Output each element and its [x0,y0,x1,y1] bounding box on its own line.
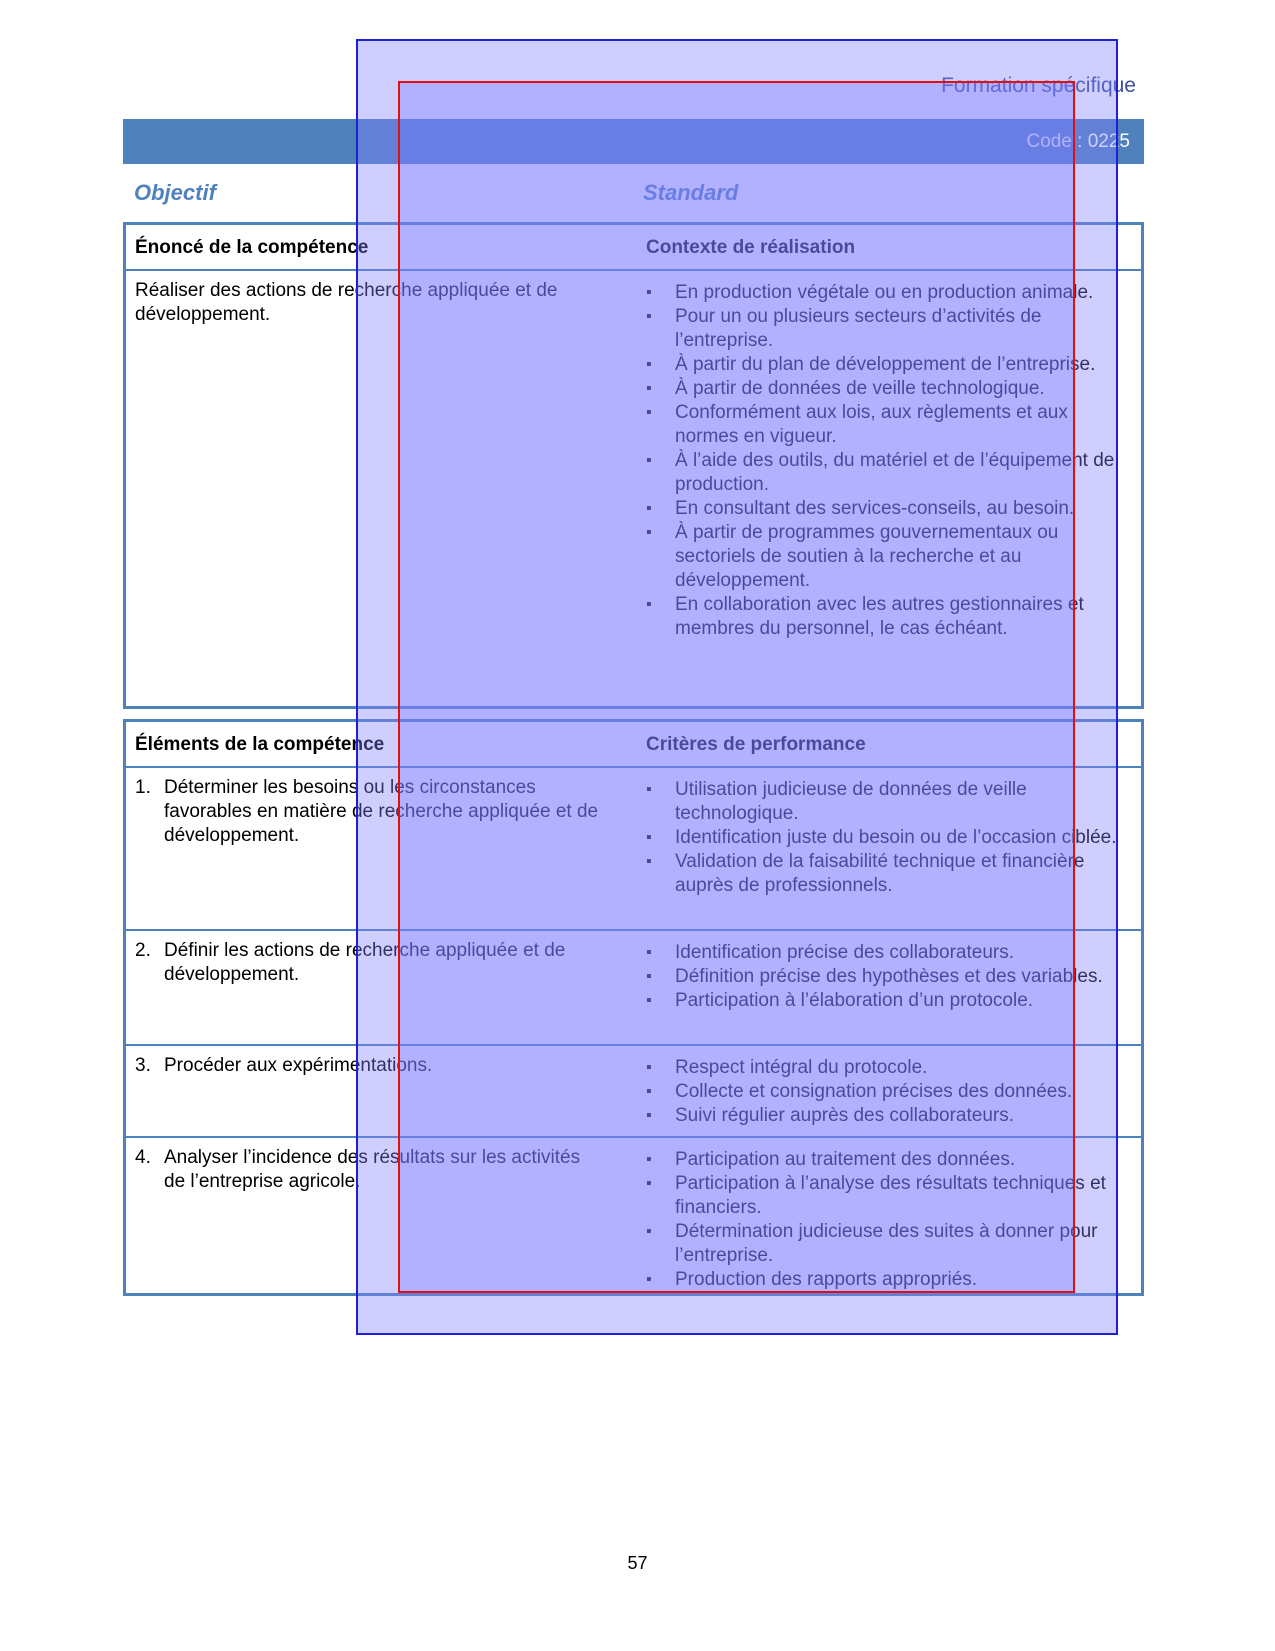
list-item: ▪ Participation à l’analyse des résultats techniques et financiers. [646,1172,1118,1220]
list-item: ▪ Suivi régulier auprès des collaborateurs. [646,1104,1118,1128]
list-item: ▪ Collecte et consignation précises des données. [646,1080,1118,1104]
list-item: ▪ Validation de la faisabilité technique et financière auprès de professionnels. [646,850,1118,898]
page-number: 57 [627,1553,648,1573]
list-item: ▪ À partir de données de veille technologique. [646,377,1118,401]
list-item: ▪ Détermination judicieuse des suites à donner pour l’entreprise. [646,1220,1118,1268]
list-item: ▪ À l’aide des outils, du matériel et de l’équipement de production. [646,449,1118,497]
list-item: ▪ Définition précise des hypothèses et des variables. [646,965,1118,989]
element-text: Procéder aux expérimentations. [164,1055,433,1076]
element-text: Analyser l’incidence des résultats sur les activités de l’entreprise agricole. [164,1147,581,1192]
list-item: ▪ Production des rapports appropriés. [646,1268,1118,1292]
list-item: ▪ Pour un ou plusieurs secteurs d’activités de l’entreprise. [646,305,1118,353]
document-subtitle: Formation spécifique [941,74,1136,97]
element-number: 3. [135,1055,151,1076]
element-number: 4. [135,1147,151,1168]
list-item: ▪ Respect intégral du protocole. [646,1056,1118,1080]
criteria-header: Critères de performance [646,734,866,755]
objective-title: Objectif [134,180,216,205]
elements-header: Éléments de la compétence [135,734,385,755]
list-item: ▪ Participation à l’élaboration d’un protocole. [646,989,1118,1013]
list-item: ▪ Identification précise des collaborateurs. [646,941,1118,965]
element-number: 1. [135,777,151,798]
element-number: 2. [135,940,151,961]
element-text: Déterminer les besoins ou les circonstances favorables en matière de recherche appliquée et de développement. [164,777,599,846]
element-text: Définir les actions de recherche appliquée et de développement. [164,940,566,985]
list-item: ▪ À partir de programmes gouvernementaux ou sectoriels de soutien à la recherche et au développement. [646,521,1118,593]
statement-header: Énoncé de la compétence [135,237,369,258]
list-item: ▪ Conformément aux lois, aux règlements et aux normes en vigueur. [646,401,1118,449]
program-code: Code : 0225 [1026,131,1130,152]
list-item: ▪ Participation au traitement des données. [646,1148,1118,1172]
standard-title: Standard [643,180,739,205]
overlay-region-inner [398,81,1075,1293]
list-item: ▪ Identification juste du besoin ou de l’occasion ciblée. [646,826,1118,850]
competency-statement: Réaliser des actions de recherche appliquée et de développement. [135,280,558,325]
list-item: ▪ Utilisation judicieuse de données de veille technologique. [646,778,1118,826]
list-item: ▪ À partir du plan de développement de l’entreprise. [646,353,1118,377]
list-item: ▪ En consultant des services-conseils, au besoin. [646,497,1118,521]
list-item: ▪ En collaboration avec les autres gestionnaires et membres du personnel, le cas échéant. [646,593,1118,641]
list-item: ▪ En production végétale ou en production animale. [646,281,1118,305]
context-header: Contexte de réalisation [646,237,856,258]
